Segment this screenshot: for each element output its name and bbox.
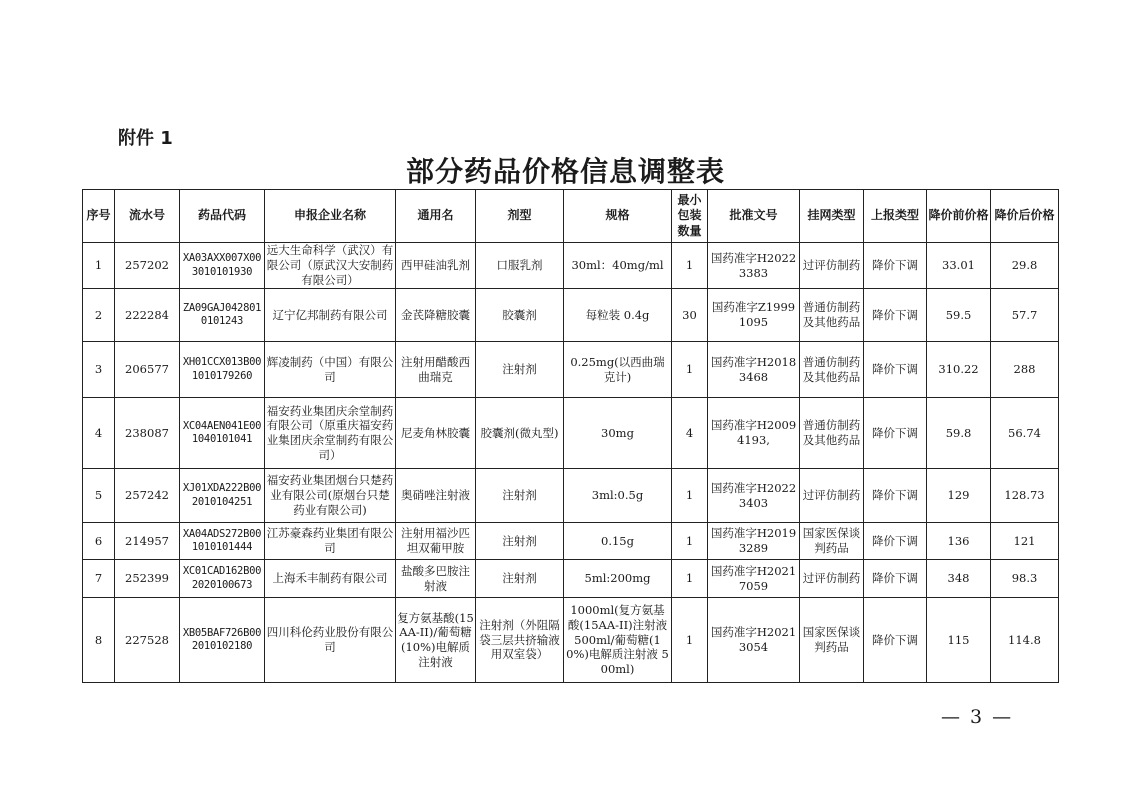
header-price-after: 降价后价格 bbox=[991, 190, 1059, 243]
cell-min-package: 1 bbox=[672, 523, 708, 560]
cell-price-before: 59.8 bbox=[927, 398, 991, 469]
header-drug-code: 药品代码 bbox=[180, 190, 265, 243]
cell-report-type: 降价下调 bbox=[864, 289, 927, 342]
cell-company: 江苏豪森药业集团有限公司 bbox=[265, 523, 396, 560]
cell-price-before: 136 bbox=[927, 523, 991, 560]
cell-specification: 1000ml(复方氨基酸(15AA-II)注射液 500ml/葡萄糖(10%)电解质注射液 500ml) bbox=[564, 598, 672, 683]
cell-drug-code: XC04AEN041E001040101041 bbox=[180, 398, 265, 469]
cell-price-before: 310.22 bbox=[927, 342, 991, 398]
cell-specification: 30mg bbox=[564, 398, 672, 469]
cell-price-after: 57.7 bbox=[991, 289, 1059, 342]
cell-specification: 每粒装 0.4g bbox=[564, 289, 672, 342]
cell-drug-code: XA03AXX007X003010101930 bbox=[180, 243, 265, 289]
cell-index: 1 bbox=[83, 243, 115, 289]
cell-generic-name: 注射用福沙匹坦双葡甲胺 bbox=[396, 523, 476, 560]
cell-company: 远大生命科学（武汉）有限公司（原武汉大安制药有限公司） bbox=[265, 243, 396, 289]
header-listing-type: 挂网类型 bbox=[800, 190, 864, 243]
cell-company: 四川科伦药业股份有限公司 bbox=[265, 598, 396, 683]
cell-drug-code: XH01CCX013B001010179260 bbox=[180, 342, 265, 398]
cell-report-type: 降价下调 bbox=[864, 560, 927, 598]
cell-index: 8 bbox=[83, 598, 115, 683]
table-row bbox=[83, 243, 1059, 289]
cell-generic-name: 尼麦角林胶囊 bbox=[396, 398, 476, 469]
header-report-type: 上报类型 bbox=[864, 190, 927, 243]
cell-dosage-form: 胶囊剂(微丸型) bbox=[476, 398, 564, 469]
cell-listing-type: 普通仿制药及其他药品 bbox=[800, 342, 864, 398]
cell-report-type: 降价下调 bbox=[864, 398, 927, 469]
cell-approval-no: 国药准字H20183468 bbox=[708, 342, 800, 398]
cell-listing-type: 过评仿制药 bbox=[800, 469, 864, 523]
cell-generic-name: 西甲硅油乳剂 bbox=[396, 243, 476, 289]
cell-specification: 5ml:200mg bbox=[564, 560, 672, 598]
cell-price-after: 121 bbox=[991, 523, 1059, 560]
cell-dosage-form: 口服乳剂 bbox=[476, 243, 564, 289]
cell-price-before: 33.01 bbox=[927, 243, 991, 289]
cell-report-type: 降价下调 bbox=[864, 243, 927, 289]
cell-generic-name: 奥硝唑注射液 bbox=[396, 469, 476, 523]
cell-drug-code: XA04ADS272B001010101444 bbox=[180, 523, 265, 560]
cell-dosage-form: 注射剂 bbox=[476, 523, 564, 560]
cell-listing-type: 普通仿制药及其他药品 bbox=[800, 289, 864, 342]
header-specification: 规格 bbox=[564, 190, 672, 243]
header-approval-no: 批准文号 bbox=[708, 190, 800, 243]
cell-specification: 30ml：40mg/ml bbox=[564, 243, 672, 289]
cell-index: 6 bbox=[83, 523, 115, 560]
page-number: — 3 — bbox=[941, 706, 1014, 728]
cell-price-after: 114.8 bbox=[991, 598, 1059, 683]
cell-price-before: 59.5 bbox=[927, 289, 991, 342]
cell-approval-no: 国药准字H20213054 bbox=[708, 598, 800, 683]
cell-listing-type: 过评仿制药 bbox=[800, 560, 864, 598]
table-row bbox=[83, 560, 1059, 598]
cell-listing-type: 普通仿制药及其他药品 bbox=[800, 398, 864, 469]
cell-drug-code: XC01CAD162B002020100673 bbox=[180, 560, 265, 598]
cell-generic-name: 复方氨基酸(15AA-II)/葡萄糖(10%)电解质注射液 bbox=[396, 598, 476, 683]
table-header-row bbox=[83, 190, 1059, 243]
cell-report-type: 降价下调 bbox=[864, 342, 927, 398]
header-generic-name: 通用名 bbox=[396, 190, 476, 243]
attachment-label: 附件 1 bbox=[118, 128, 173, 149]
cell-approval-no: 国药准字H20223383 bbox=[708, 243, 800, 289]
cell-price-before: 348 bbox=[927, 560, 991, 598]
table-row bbox=[83, 523, 1059, 560]
cell-serial: 257242 bbox=[115, 469, 180, 523]
cell-index: 5 bbox=[83, 469, 115, 523]
cell-serial: 257202 bbox=[115, 243, 180, 289]
header-index: 序号 bbox=[83, 190, 115, 243]
cell-company: 上海禾丰制药有限公司 bbox=[265, 560, 396, 598]
cell-price-before: 129 bbox=[927, 469, 991, 523]
cell-serial: 222284 bbox=[115, 289, 180, 342]
cell-company: 福安药业集团烟台只楚药业有限公司(原烟台只楚药业有限公司) bbox=[265, 469, 396, 523]
cell-index: 7 bbox=[83, 560, 115, 598]
cell-price-after: 128.73 bbox=[991, 469, 1059, 523]
cell-generic-name: 注射用醋酸西曲瑞克 bbox=[396, 342, 476, 398]
cell-approval-no: 国药准字H20223403 bbox=[708, 469, 800, 523]
table-row bbox=[83, 342, 1059, 398]
header-company: 申报企业名称 bbox=[265, 190, 396, 243]
cell-min-package: 1 bbox=[672, 598, 708, 683]
cell-company: 辽宁亿邦制药有限公司 bbox=[265, 289, 396, 342]
cell-approval-no: 国药准字Z19991095 bbox=[708, 289, 800, 342]
cell-drug-code: XB05BAF726B002010102180 bbox=[180, 598, 265, 683]
price-adjustment-table bbox=[82, 189, 1059, 683]
cell-specification: 3ml:0.5g bbox=[564, 469, 672, 523]
cell-price-before: 115 bbox=[927, 598, 991, 683]
cell-listing-type: 过评仿制药 bbox=[800, 243, 864, 289]
header-min-package: 最小包装数量 bbox=[672, 190, 708, 243]
cell-min-package: 1 bbox=[672, 342, 708, 398]
cell-serial: 206577 bbox=[115, 342, 180, 398]
cell-generic-name: 盐酸多巴胺注射液 bbox=[396, 560, 476, 598]
cell-min-package: 1 bbox=[672, 560, 708, 598]
cell-report-type: 降价下调 bbox=[864, 598, 927, 683]
cell-price-after: 98.3 bbox=[991, 560, 1059, 598]
cell-price-after: 288 bbox=[991, 342, 1059, 398]
cell-serial: 238087 bbox=[115, 398, 180, 469]
cell-approval-no: 国药准字H20193289 bbox=[708, 523, 800, 560]
cell-dosage-form: 胶囊剂 bbox=[476, 289, 564, 342]
cell-drug-code: ZA09GAJ0428010101243 bbox=[180, 289, 265, 342]
cell-drug-code: XJ01XDA222B002010104251 bbox=[180, 469, 265, 523]
cell-min-package: 4 bbox=[672, 398, 708, 469]
cell-index: 4 bbox=[83, 398, 115, 469]
cell-min-package: 1 bbox=[672, 243, 708, 289]
header-dosage-form: 剂型 bbox=[476, 190, 564, 243]
cell-min-package: 1 bbox=[672, 469, 708, 523]
table-row bbox=[83, 469, 1059, 523]
cell-price-after: 29.8 bbox=[991, 243, 1059, 289]
page-title: 部分药品价格信息调整表 bbox=[405, 155, 725, 188]
cell-serial: 214957 bbox=[115, 523, 180, 560]
cell-approval-no: 国药准字H20094193, bbox=[708, 398, 800, 469]
cell-specification: 0.25mg(以西曲瑞克计) bbox=[564, 342, 672, 398]
cell-report-type: 降价下调 bbox=[864, 469, 927, 523]
cell-price-after: 56.74 bbox=[991, 398, 1059, 469]
cell-serial: 252399 bbox=[115, 560, 180, 598]
cell-listing-type: 国家医保谈判药品 bbox=[800, 598, 864, 683]
cell-company: 福安药业集团庆余堂制药有限公司（原重庆福安药业集团庆余堂制药有限公司） bbox=[265, 398, 396, 469]
cell-generic-name: 金芪降糖胶囊 bbox=[396, 289, 476, 342]
table-row bbox=[83, 289, 1059, 342]
cell-dosage-form: 注射剂（外阻隔袋三层共挤输液用双室袋） bbox=[476, 598, 564, 683]
header-serial: 流水号 bbox=[115, 190, 180, 243]
cell-company: 辉凌制药（中国）有限公司 bbox=[265, 342, 396, 398]
cell-specification: 0.15g bbox=[564, 523, 672, 560]
table-row bbox=[83, 598, 1059, 683]
table-row bbox=[83, 398, 1059, 469]
cell-dosage-form: 注射剂 bbox=[476, 560, 564, 598]
cell-approval-no: 国药准字H20217059 bbox=[708, 560, 800, 598]
cell-min-package: 30 bbox=[672, 289, 708, 342]
cell-dosage-form: 注射剂 bbox=[476, 469, 564, 523]
header-price-before: 降价前价格 bbox=[927, 190, 991, 243]
cell-serial: 227528 bbox=[115, 598, 180, 683]
cell-index: 3 bbox=[83, 342, 115, 398]
cell-dosage-form: 注射剂 bbox=[476, 342, 564, 398]
cell-report-type: 降价下调 bbox=[864, 523, 927, 560]
cell-index: 2 bbox=[83, 289, 115, 342]
cell-listing-type: 国家医保谈判药品 bbox=[800, 523, 864, 560]
